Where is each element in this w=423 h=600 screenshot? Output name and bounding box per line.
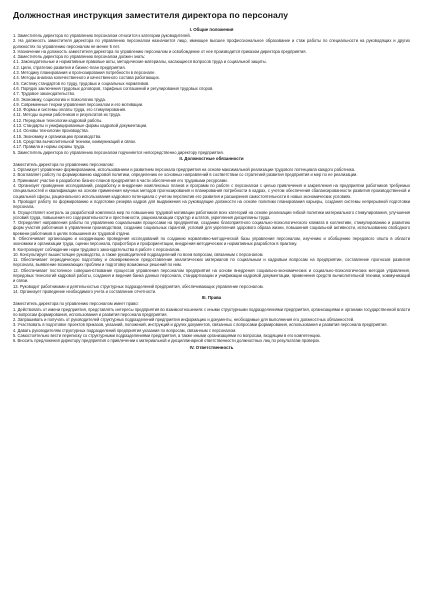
paragraph: 1. Заместитель директора по управлению персоналом относится к категории руководителей. bbox=[13, 33, 191, 38]
paragraph: 3. Участвовать в подготовке проектов приказов, указаний, положений, инструкций и других документов, связанных с вопросами формирования, использования и развития персонала предприятия. bbox=[13, 322, 388, 328]
paragraph: 10. Консультирует вышестоящее руководство, а также руководителей подразделений по всем вопросам, связанным с персоналом. bbox=[13, 251, 264, 257]
paragraph: 11. Обеспечивает периодическую подготовку и своевременное предоставление аналитических материалов по социальным и кадровым вопросам на предприятии, составление прогнозов развития персонала, выявление возникающих проблем и подготовку возможных решений по ним. bbox=[13, 257, 410, 268]
paragraph: 6. Осуществляет контроль за разработкой комплекса мер по повышению трудовой мотивации работников всех категорий на основе реализации гибкой политики материального стимулирования, улучшения условий труда, повышения его содержательности и престижности, рационализации структур и штатов, укрепления дисциплины труда. bbox=[13, 209, 410, 220]
paragraph: 4.5. Систему стандартов по труду, трудовых и социальных нормативов. bbox=[13, 80, 150, 86]
paragraph: 13. Руководит работниками и деятельностью структурных подразделений предприятия, обеспечивающих управление персоналом. bbox=[13, 283, 264, 289]
paragraph: 2. Запрашивать и получать от руководителей структурных подразделений предприятия информацию и документы, необходимые для выполнения его должностных обязанностей. bbox=[13, 317, 355, 323]
paragraph: 4.10. Формы и системы оплаты труда, его стимулирования. bbox=[13, 107, 127, 113]
paragraph: 4.8. Экономику, социологию и психологию труда. bbox=[13, 96, 106, 102]
section-heading: II. Должностные обязанности bbox=[179, 155, 244, 161]
paragraph: 5. Проводит работу по формированию и подготовке резерва кадров для выдвижения на руководящие должности на основе политики планирования карьеры, создания системы непрерывной подготовки персонала. bbox=[13, 198, 410, 210]
paragraph: 4.17. Правила и нормы охраны труда. bbox=[13, 144, 86, 150]
paragraph: 2. Возглавляет работу по формированию кадровой политики, определению ее основных направлений в соответствии со стратегией развития предприятия и мер по ее реализации. bbox=[13, 172, 358, 178]
paragraph: 4.16. Средства вычислительной техники, коммуникаций и связи. bbox=[13, 138, 136, 144]
paragraph: 4.15. Экономику и организацию производства. bbox=[13, 133, 102, 139]
paragraph: 4. Заместитель директора по управлению персоналом должен знать: bbox=[13, 54, 146, 60]
paragraph: 4. Давать руководителям структурных подразделений предприятия указания по вопросам, связанным с персоналом. bbox=[13, 327, 237, 333]
paragraph: 3. Принимает участие в разработке бизнес-планов предприятия в части обеспечения его трудовыми ресурсами. bbox=[13, 177, 228, 183]
paragraph: 4.14. Основы технологии производства. bbox=[13, 128, 89, 134]
paragraph: 7. Определяет направления работы по управлению социальными процессами на предприятии, созданию благоприятного социально-психологического климата в коллективе, стимулированию и развитию форм участия работников в управлении производством, созданию социальных гарантий, условий для укрепления здорового образа жизни, повышения социальной активности, использованию свободного времени работников в целях повышения их трудовой отдачи. bbox=[13, 220, 410, 236]
document-body bbox=[13, 27, 410, 351]
paragraph: 2. На должность заместителя директора по управлению персоналом назначается лицо, имеющее высшее профессиональное образование и стаж работы по специальности на руководящих и других должностях по управлению персоналом не менее 5 лет. bbox=[13, 38, 410, 49]
paragraph: 5. Самостоятельно вести переписку со структурными подразделениями предприятия, а также иными организациями по вопросам, входящим в его компетенцию. bbox=[13, 333, 321, 339]
paragraph: 8. Обеспечивает организацию и координацию проведения исследований по созданию нормативно-методической базы управления персоналом, изучению и обобщению передового опыта в области экономики и организации труда, оценки персонала, профотбора и профориентации, внедрения методических и нормативных разработок в практику. bbox=[13, 235, 410, 247]
paragraph: 3. Назначение на должность заместителя директора по управлению персоналом и освобождение от нее производится приказом директора предприятия. bbox=[13, 48, 307, 54]
paragraph: 9. Контролирует соблюдение норм трудового законодательства в работе с персоналом. bbox=[13, 246, 181, 252]
paragraph: 4.11. Методы оценки работников и результатов их труда. bbox=[13, 112, 121, 118]
paragraph: 4.2. Цели, стратегию развития и бизнес-план предприятия. bbox=[13, 64, 126, 70]
paragraph: 4.4. Методы анализа количественного и качественного состава работающих. bbox=[13, 75, 160, 81]
paragraph: 4. Организует проведение исследований, разработку и внедрение комплексных планов и программ по работе с персоналом с целью привлечения и закрепления на предприятии работников требуемых специальностей и квалификации на основе применения научных методов прогнозирования и планирования потребности в кадрах, с учетом обеспечения сбалансированности развития производственной и социальной сферы, рационального использования кадрового потенциала с учетом перспектив его развития и расширения самостоятельности в новых экономических условиях. bbox=[13, 183, 410, 199]
paragraph: 14. Организует проведение необходимого учета и составление отчетности. bbox=[13, 288, 157, 294]
paragraph: 4.9. Современные теории управления персоналом и его мотивации. bbox=[13, 101, 144, 107]
paragraph: Заместитель директора по управлению персоналом: bbox=[13, 161, 114, 167]
paragraph: 4.6. Порядок заключения трудовых договоров, тарифных соглашений и регулирования трудовых споров. bbox=[13, 85, 214, 91]
document-title: Должностная инструкция заместителя директора по персоналу bbox=[13, 10, 289, 20]
paragraph: 1. Организует управление формированием, использованием и развитием персонала предприятия на основе максимальной реализации трудового потенциала каждого работника. bbox=[13, 167, 356, 173]
section-heading: IV. Ответственность bbox=[189, 344, 234, 350]
paragraph: 12. Обеспечивает постоянное совершенствование процессов управления персоналом предприятия на основе внедрения социально-экономических и социально-психологических методов управления, передовых технологий кадровой работы, создания и ведения банка данных персонала, стандартизации и унификации кадровой документации, применения средств вычислительной техники, коммуникаций и связи. bbox=[13, 267, 410, 284]
paragraph: 4.1. Законодательные и нормативные правовые акты, методические материалы, касающиеся вопросов труда и социальной защиты. bbox=[13, 59, 267, 65]
section-heading: III. Права bbox=[201, 295, 222, 301]
paragraph: 4.7. Трудовое законодательство. bbox=[13, 91, 76, 97]
paragraph: 6. Вносить предложения директору предприятия о привлечении к материальной и дисциплинарной ответственности должностных лиц по результатам проверок. bbox=[13, 338, 321, 344]
paragraph: 4.12. Передовые технологии кадровой работы. bbox=[13, 117, 103, 123]
section-heading: I. Общие положения bbox=[189, 27, 234, 32]
paragraph: 5. Заместитель директора по управлению персоналом подчиняется непосредственно директору предприятия. bbox=[13, 149, 224, 155]
paragraph: 4.3. Методику планирования и прогнозирования потребности в персонале. bbox=[13, 70, 156, 76]
paragraph: 4.13. Стандарты и унифицированные формы кадровой документации. bbox=[13, 123, 148, 129]
paragraph: Заместитель директора по управлению персоналом имеет право: bbox=[13, 301, 139, 307]
paragraph: 1. Действовать от имени предприятия, представлять интересы предприятия во взаимоотношениях с иными структурными подразделениями предприятия, организациями и органами государственной власти по вопросам формирования, использования и развития персонала предприятия. bbox=[13, 306, 410, 317]
